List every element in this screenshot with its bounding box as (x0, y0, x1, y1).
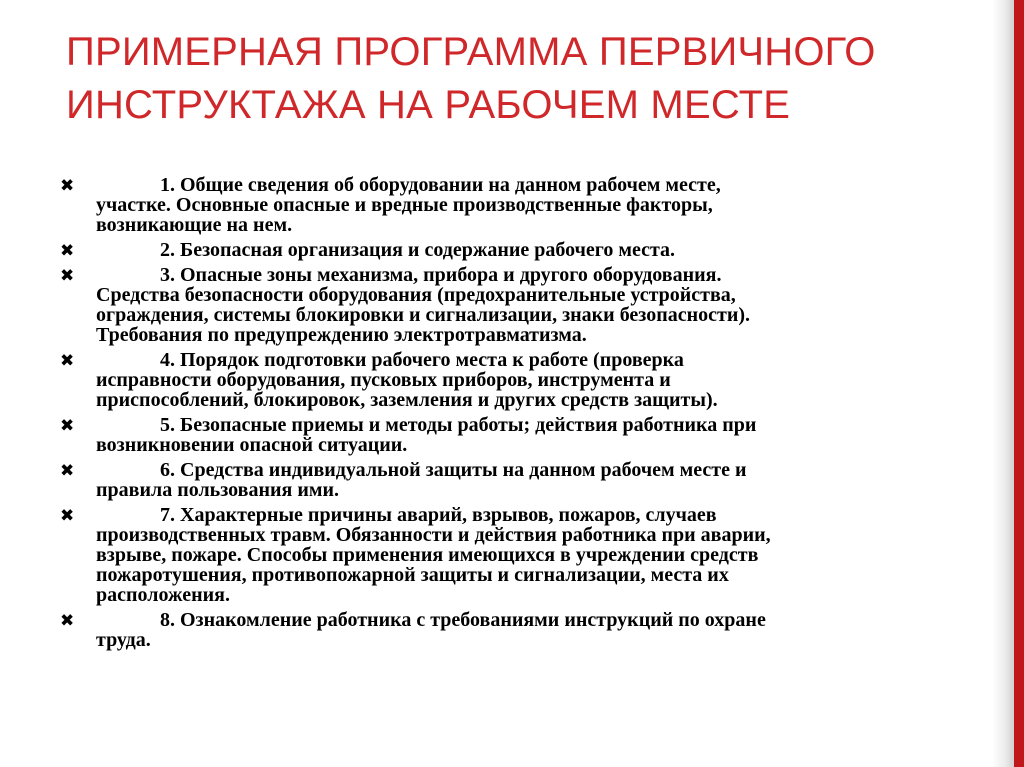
list-item (60, 610, 950, 650)
x-mark-icon: ✖ (60, 611, 75, 631)
list-item (60, 505, 950, 605)
x-mark-icon: ✖ (60, 506, 75, 526)
list-item-text: производственных травм. Обязанности и действия работника при аварии, (96, 524, 771, 546)
list-item-text: Средства безопасности оборудования (предохранительные устройства, (96, 284, 736, 306)
list-item (60, 175, 950, 235)
list-item-text: приспособлений, блокировок, заземления и других средств защиты). (96, 389, 718, 411)
x-mark-icon: ✖ (60, 461, 75, 481)
list-item-text: участке. Основные опасные и вредные производственные факторы, (96, 194, 713, 216)
list-item-text: 6. Средства индивидуальной защиты на данном рабочем месте и (160, 459, 747, 481)
x-mark-icon: ✖ (60, 416, 75, 436)
list-item-text: 5. Безопасные приемы и методы работы; действия работника при (160, 414, 757, 436)
list-item-text: ограждения, системы блокировки и сигнализации, знаки безопасности). (96, 304, 751, 326)
list-item-text: 2. Безопасная организация и содержание рабочего места. (160, 239, 676, 261)
right-accent-bar (1014, 0, 1024, 767)
list-item-text: труда. (96, 629, 151, 651)
slide-title (66, 26, 966, 132)
list-item-text: взрыве, пожаре. Способы применения имеющихся в учреждении средств (96, 544, 759, 566)
list-item (60, 350, 950, 410)
right-edge-shadow (992, 0, 1014, 767)
x-mark-icon: ✖ (60, 241, 75, 261)
slide-title-line: ПРИМЕРНАЯ ПРОГРАММА ПЕРВИЧНОГО (66, 30, 876, 74)
list-item (60, 240, 950, 260)
list-item (60, 265, 950, 345)
x-mark-icon: ✖ (60, 176, 75, 196)
slide-title-line: ИНСТРУКТАЖА НА РАБОЧЕМ МЕСТЕ (66, 83, 791, 127)
list-item (60, 460, 950, 500)
x-mark-icon: ✖ (60, 351, 75, 371)
list-item-text: Требования по предупреждению электротравматизма. (96, 324, 587, 346)
list-item-text: пожаротушения, противопожарной защиты и сигнализации, места их (96, 564, 729, 586)
list-item-text: возникновении опасной ситуации. (96, 434, 408, 456)
list-item-text: 8. Ознакомление работника с требованиями инструкций по охране (160, 609, 766, 631)
list-item-text: расположения. (96, 584, 230, 606)
list-item (60, 415, 950, 455)
x-mark-icon: ✖ (60, 266, 75, 286)
list-item-text: 7. Характерные причины аварий, взрывов, пожаров, случаев (160, 504, 717, 526)
list-item-text: исправности оборудования, пусковых приборов, инструмента и (96, 369, 671, 391)
list-item-text: 1. Общие сведения об оборудовании на данном рабочем месте, (160, 174, 721, 196)
list-item-text: правила пользования ими. (96, 479, 340, 501)
list-item-text: возникающие на нем. (96, 214, 293, 236)
instruction-list (60, 175, 950, 655)
list-item-text: 4. Порядок подготовки рабочего места к работе (проверка (160, 349, 684, 371)
list-item-text: 3. Опасные зоны механизма, прибора и другого оборудования. (160, 264, 722, 286)
